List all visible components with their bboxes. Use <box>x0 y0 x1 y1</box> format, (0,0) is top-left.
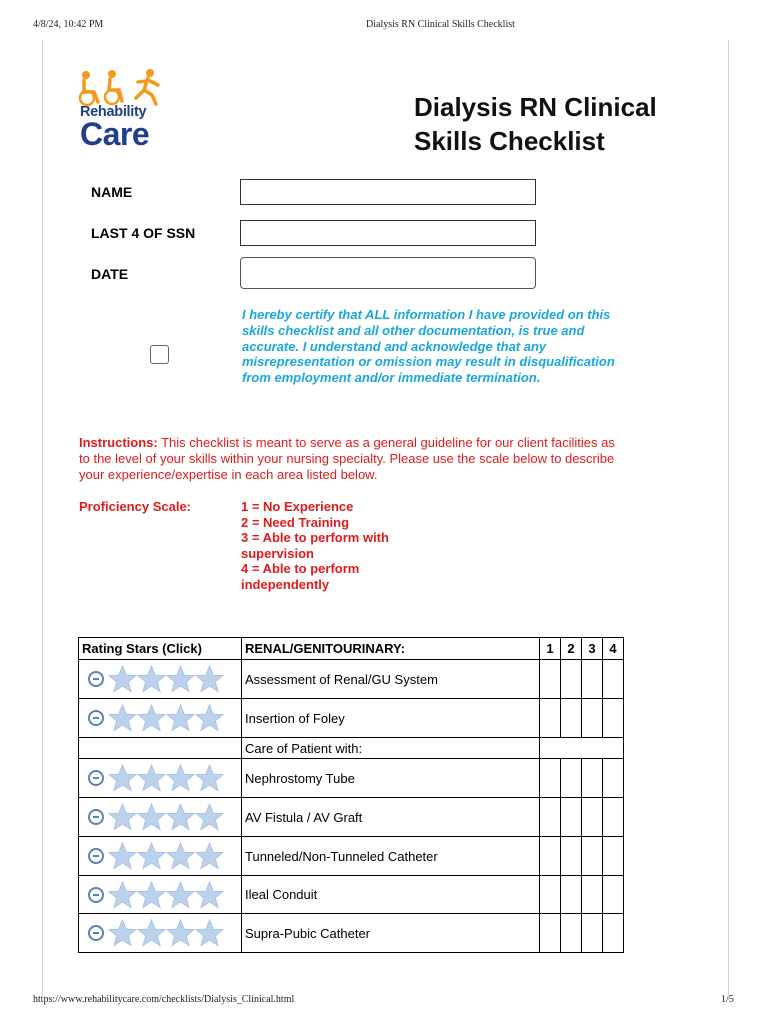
star-icon[interactable] <box>108 704 137 732</box>
table-header-row <box>79 638 624 660</box>
proficiency-cell-3[interactable] <box>582 876 603 914</box>
star-rating[interactable] <box>79 704 241 732</box>
star-icon[interactable] <box>166 803 195 831</box>
proficiency-cell-2[interactable] <box>561 759 582 798</box>
star-rating[interactable] <box>79 842 241 870</box>
rating-cell <box>79 759 242 798</box>
clear-rating-icon[interactable] <box>88 848 104 864</box>
proficiency-cell-4[interactable] <box>603 660 624 699</box>
star-icon[interactable] <box>195 803 224 831</box>
rehability-care-logo <box>78 68 174 152</box>
clear-rating-icon[interactable] <box>88 887 104 903</box>
table-row <box>79 876 624 914</box>
table-row <box>79 798 624 837</box>
proficiency-cell-1[interactable] <box>540 798 561 837</box>
star-icon[interactable] <box>137 881 166 909</box>
star-icon[interactable] <box>195 919 224 947</box>
print-page-number: 1/5 <box>721 994 734 1005</box>
proficiency-cell-2[interactable] <box>561 876 582 914</box>
clear-rating-icon[interactable] <box>88 671 104 687</box>
certify-statement: I hereby certify that ALL information I have provided on this skills checklist and all other documentation, is true and accurate. I understand and acknowledge that any misrepresentation or omission may result in disqualification from employment and/or immediate termination. <box>242 307 615 386</box>
certify-checkbox[interactable] <box>150 345 169 364</box>
section-header: RENAL/GENITOURINARY: <box>242 638 540 660</box>
star-rating[interactable] <box>79 764 241 792</box>
skills-table <box>78 637 624 953</box>
proficiency-item: 4 = Able to perform independently <box>241 561 360 592</box>
star-icon[interactable] <box>195 665 224 693</box>
star-icon[interactable] <box>108 881 137 909</box>
print-url: https://www.rehabilitycare.com/checklists/Dialysis_Clinical.html <box>33 994 295 1005</box>
proficiency-cell-4[interactable] <box>603 798 624 837</box>
table-row <box>79 738 624 759</box>
rating-cell <box>79 837 242 876</box>
subsection-label: Care of Patient with: <box>242 738 540 759</box>
wheelchair-runner-icon <box>78 68 168 108</box>
star-icon[interactable] <box>137 764 166 792</box>
rating-cell <box>79 876 242 914</box>
proficiency-scale-list <box>241 499 421 593</box>
star-icon[interactable] <box>108 803 137 831</box>
rating-cell <box>79 914 242 953</box>
proficiency-cell-3[interactable] <box>582 699 603 738</box>
column-header-3: 3 <box>582 638 603 660</box>
star-icon[interactable] <box>137 665 166 693</box>
skill-label: AV Fistula / AV Graft <box>242 798 540 837</box>
star-rating[interactable] <box>79 881 241 909</box>
star-icon[interactable] <box>137 842 166 870</box>
proficiency-cell-1[interactable] <box>540 837 561 876</box>
logo-text-rehability: Rehability <box>80 104 147 120</box>
star-icon[interactable] <box>137 919 166 947</box>
proficiency-cell-2[interactable] <box>561 914 582 953</box>
instructions-text: This checklist is meant to serve as a general guideline for our client facilities as to the level of your skills within your nursing specialty. Please use the scale below to describe your experience/expertise in each area listed below. <box>79 435 615 482</box>
proficiency-cell-3[interactable] <box>582 837 603 876</box>
table-row <box>79 660 624 699</box>
table-row <box>79 759 624 798</box>
print-doc-title: Dialysis RN Clinical Skills Checklist <box>366 19 515 30</box>
rating-column-header: Rating Stars (Click) <box>79 638 242 660</box>
star-icon[interactable] <box>108 842 137 870</box>
proficiency-cell-1[interactable] <box>540 914 561 953</box>
instructions-label: Instructions: <box>79 435 158 450</box>
proficiency-item: 3 = Able to perform with supervision <box>241 530 389 561</box>
star-icon[interactable] <box>137 803 166 831</box>
star-icon[interactable] <box>166 881 195 909</box>
ssn-field[interactable] <box>240 220 536 246</box>
ssn-label: LAST 4 OF SSN <box>91 225 196 241</box>
skill-label: Supra-Pubic Catheter <box>242 914 540 953</box>
proficiency-item: 1 = No Experience <box>241 499 354 514</box>
star-icon[interactable] <box>166 665 195 693</box>
clear-rating-icon[interactable] <box>88 925 104 941</box>
proficiency-cell-2[interactable] <box>561 699 582 738</box>
proficiency-cell-3[interactable] <box>582 660 603 699</box>
proficiency-cell-1[interactable] <box>540 759 561 798</box>
proficiency-cell-2[interactable] <box>561 837 582 876</box>
skill-label: Ileal Conduit <box>242 876 540 914</box>
proficiency-cell-4[interactable] <box>603 914 624 953</box>
star-icon[interactable] <box>195 764 224 792</box>
page-title: Dialysis RN Clinical Skills Checklist <box>414 92 657 156</box>
clear-rating-icon[interactable] <box>88 809 104 825</box>
star-icon[interactable] <box>166 842 195 870</box>
star-rating[interactable] <box>79 803 241 831</box>
table-row <box>79 914 624 953</box>
star-icon[interactable] <box>195 881 224 909</box>
star-rating[interactable] <box>79 665 241 693</box>
skill-label: Nephrostomy Tube <box>242 759 540 798</box>
star-icon[interactable] <box>166 704 195 732</box>
star-icon[interactable] <box>137 704 166 732</box>
proficiency-cell-1[interactable] <box>540 699 561 738</box>
clear-rating-icon[interactable] <box>88 710 104 726</box>
proficiency-cell-2[interactable] <box>561 798 582 837</box>
proficiency-cell-4[interactable] <box>603 759 624 798</box>
column-header-2: 2 <box>561 638 582 660</box>
proficiency-cell-4[interactable] <box>603 699 624 738</box>
star-icon[interactable] <box>195 842 224 870</box>
date-label: DATE <box>91 266 129 282</box>
column-header-1: 1 <box>540 638 561 660</box>
proficiency-cell-4[interactable] <box>603 876 624 914</box>
table-row <box>79 837 624 876</box>
name-label: NAME <box>91 184 133 200</box>
rating-cell <box>79 660 242 699</box>
clear-rating-icon[interactable] <box>88 770 104 786</box>
rating-cell <box>79 699 242 738</box>
proficiency-item: 2 = Need Training <box>241 514 350 530</box>
star-icon[interactable] <box>166 919 195 947</box>
proficiency-cell-4[interactable] <box>603 837 624 876</box>
star-icon[interactable] <box>108 764 137 792</box>
proficiency-scale-label: Proficiency Scale: <box>79 499 191 514</box>
proficiency-cell-3[interactable] <box>582 759 603 798</box>
proficiency-cell-1[interactable] <box>540 660 561 699</box>
skill-label: Insertion of Foley <box>242 699 540 738</box>
star-icon[interactable] <box>108 665 137 693</box>
proficiency-cell-1[interactable] <box>540 876 561 914</box>
date-field[interactable] <box>240 257 536 289</box>
proficiency-cell-2[interactable] <box>561 660 582 699</box>
proficiency-cell-3[interactable] <box>582 798 603 837</box>
skill-label: Assessment of Renal/GU System <box>242 660 540 699</box>
star-icon[interactable] <box>108 919 137 947</box>
star-rating[interactable] <box>79 919 241 947</box>
instructions <box>79 435 619 483</box>
table-row <box>79 699 624 738</box>
star-icon[interactable] <box>166 764 195 792</box>
print-datetime: 4/8/24, 10:42 PM <box>33 19 104 30</box>
skill-label: Tunneled/Non-Tunneled Catheter <box>242 837 540 876</box>
empty-cell <box>540 738 624 759</box>
star-icon[interactable] <box>195 704 224 732</box>
logo-text-care: Care <box>80 116 150 152</box>
rating-cell <box>79 798 242 837</box>
column-header-4: 4 <box>603 638 624 660</box>
rating-cell <box>79 738 242 759</box>
name-field[interactable] <box>240 179 536 205</box>
proficiency-cell-3[interactable] <box>582 914 603 953</box>
